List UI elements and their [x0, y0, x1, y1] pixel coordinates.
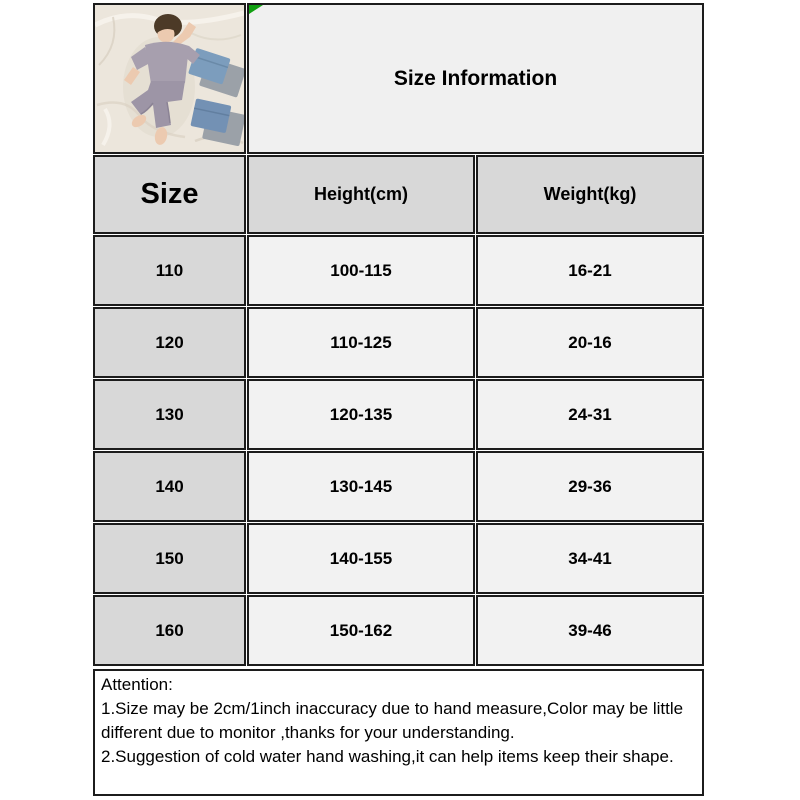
size-table	[93, 3, 704, 666]
page-title: Size Information	[393, 66, 558, 90]
height-cell: 120-135	[247, 379, 475, 450]
height-cell: 110-125	[247, 307, 475, 378]
size-cell: 110	[93, 235, 246, 306]
weight-cell: 16-21	[476, 235, 704, 306]
size-cell: 120	[93, 307, 246, 378]
height-cell: 150-162	[247, 595, 475, 666]
column-header-height: Height(cm)	[247, 155, 475, 234]
product-photo	[93, 3, 246, 154]
size-cell: 150	[93, 523, 246, 594]
weight-cell: 39-46	[476, 595, 704, 666]
size-cell: 160	[93, 595, 246, 666]
attention-box	[93, 669, 704, 796]
size-information-header	[247, 3, 704, 154]
attention-item-2: 2.Suggestion of cold water hand washing,it can help items keep their shape.	[101, 747, 674, 766]
column-header-size: Size	[93, 155, 246, 234]
size-cell: 140	[93, 451, 246, 522]
height-cell: 130-145	[247, 451, 475, 522]
height-cell: 140-155	[247, 523, 475, 594]
green-corner-marker-icon	[249, 5, 263, 14]
attention-heading: Attention:	[101, 675, 173, 694]
height-cell: 100-115	[247, 235, 475, 306]
kid-on-bed-illustration	[95, 5, 244, 152]
column-header-weight: Weight(kg)	[476, 155, 704, 234]
weight-cell: 20-16	[476, 307, 704, 378]
attention-item-1: 1.Size may be 2cm/1inch inaccuracy due to hand measure,Color may be little different due to monitor ,thanks for your understanding.	[101, 699, 684, 742]
weight-cell: 24-31	[476, 379, 704, 450]
weight-cell: 29-36	[476, 451, 704, 522]
size-cell: 130	[93, 379, 246, 450]
weight-cell: 34-41	[476, 523, 704, 594]
